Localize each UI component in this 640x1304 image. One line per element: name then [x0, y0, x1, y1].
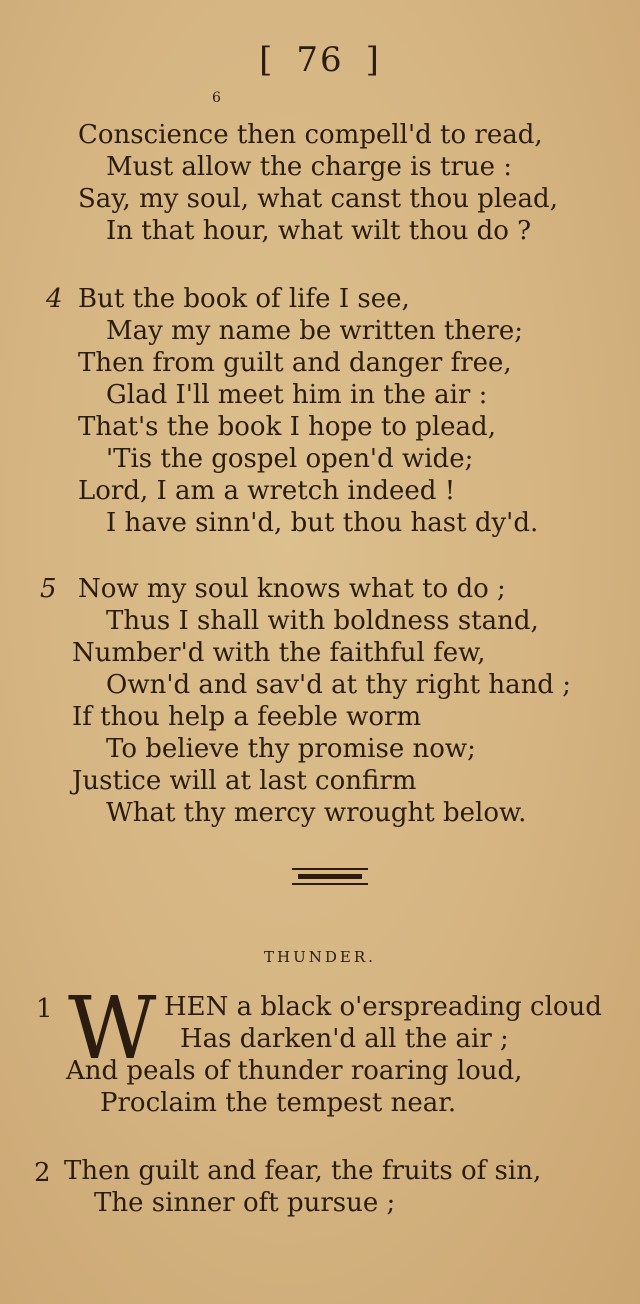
verse-line: Own'd and sav'd at thy right hand ;: [106, 670, 571, 700]
verse-line: HEN a black o'erspreading cloud: [164, 992, 602, 1022]
verse-line: In that hour, what wilt thou do ?: [106, 216, 532, 246]
verse-line: Lord, I am a wretch indeed !: [78, 476, 456, 506]
stanza-number: 5: [40, 574, 57, 604]
verse-line: Conscience then compell'd to read,: [78, 120, 543, 150]
verse-line: To believe thy promise now;: [106, 734, 476, 764]
verse-line: The sinner oft pursue ;: [94, 1188, 396, 1218]
verse-line: Say, my soul, what canst thou plead,: [78, 184, 558, 214]
verse-line: May my name be written there;: [106, 316, 523, 346]
ornamental-rule: [292, 868, 368, 886]
page-header: [0, 40, 640, 80]
verse-line: Number'd with the faithful few,: [72, 638, 486, 668]
stanza-number: 4: [46, 284, 63, 314]
stanza-number: 1: [36, 994, 53, 1024]
verse-line: I have sinn'd, but thou hast dy'd.: [106, 508, 539, 538]
drop-cap: W: [68, 979, 157, 1079]
close-bracket: ]: [365, 40, 381, 80]
open-bracket: [: [259, 40, 275, 80]
verse-line: Has darken'd all the air ;: [180, 1024, 509, 1054]
page-number: 76: [296, 40, 344, 80]
verse-line: What thy mercy wrought below.: [106, 798, 527, 828]
verse-line: 'Tis the gospel open'd wide;: [106, 444, 474, 474]
verse-line: Must allow the charge is true :: [106, 152, 513, 182]
verse-line: Then from guilt and danger free,: [78, 348, 512, 378]
verse-line: That's the book I hope to plead,: [78, 412, 496, 442]
verse-line: And peals of thunder roaring loud,: [66, 1056, 523, 1086]
verse-line: Glad I'll meet him in the air :: [106, 380, 488, 410]
verse-line: If thou help a feeble worm: [72, 702, 422, 732]
verse-line: But the book of life I see,: [78, 284, 410, 314]
verse-line: Then guilt and fear, the fruits of sin,: [64, 1156, 542, 1186]
signature-mark: 6: [212, 90, 221, 106]
verse-line: Thus I shall with boldness stand,: [106, 606, 539, 636]
hymn-title: THUNDER.: [264, 948, 376, 966]
verse-line: Now my soul knows what to do ;: [78, 574, 506, 604]
stanza-number: 2: [34, 1158, 51, 1188]
verse-line: Proclaim the tempest near.: [100, 1088, 457, 1118]
verse-line: Justice will at last confirm: [72, 766, 417, 796]
